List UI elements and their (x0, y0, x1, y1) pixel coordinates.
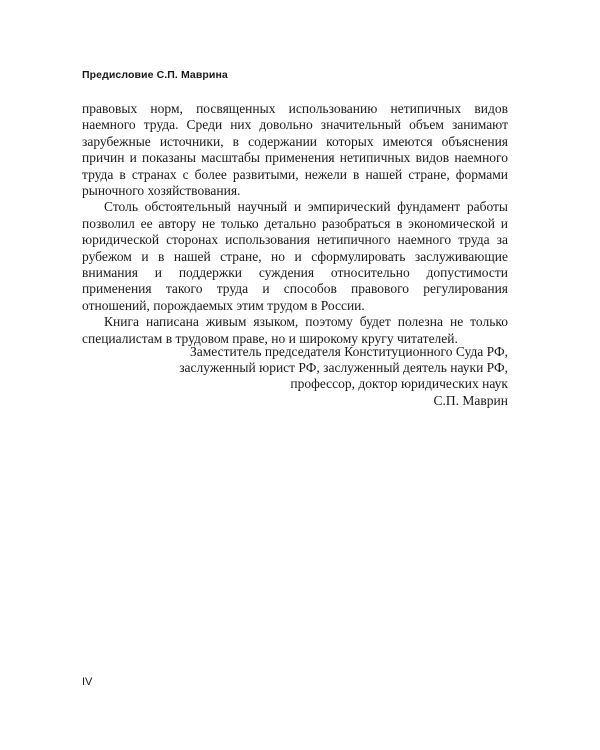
signature-block (88, 344, 508, 409)
body-text (82, 101, 508, 347)
running-head: Предисловие С.П. Маврина (82, 69, 228, 81)
signature-name: С.П. Маврин (433, 392, 508, 408)
paragraph: Столь обстоятельный научный и эмпирический фундамент работы позволил ее автору не только детально разобраться в экономической и юридической сторонах использования нетипичного наемного труда за рубежом и в нашей стране, но и сформулировать заслуживающие внимания и поддержки суждения относительно допустимости применения такого труда и способов правового регулирования отношений, порождаемых этим трудом в России. (82, 199, 508, 313)
signature-degree: профессор, доктор юридических наук (290, 376, 508, 392)
signature-position: Заместитель председателя Конституционного Суда РФ, (190, 344, 508, 359)
page-number: IV (82, 676, 93, 688)
signature-titles: заслуженный юрист РФ, заслуженный деятель науки РФ, (179, 360, 508, 376)
paragraph-continued: правовых норм, посвященных использованию нетипичных видов наемного труда. Среди них довольно значительный объем занимают зарубежные источники, в содержании которых имеются объяснения причин и показаны масштабы применения нетипичных видов наемного труда в странах с более развитыми, нежели в нашей стране, формами рыночного хозяйствования. (82, 101, 508, 199)
paragraph: Книга написана живым языком, поэтому будет полезна не только специалистам в трудовом праве, но и широкому кругу читателей. (82, 314, 508, 346)
